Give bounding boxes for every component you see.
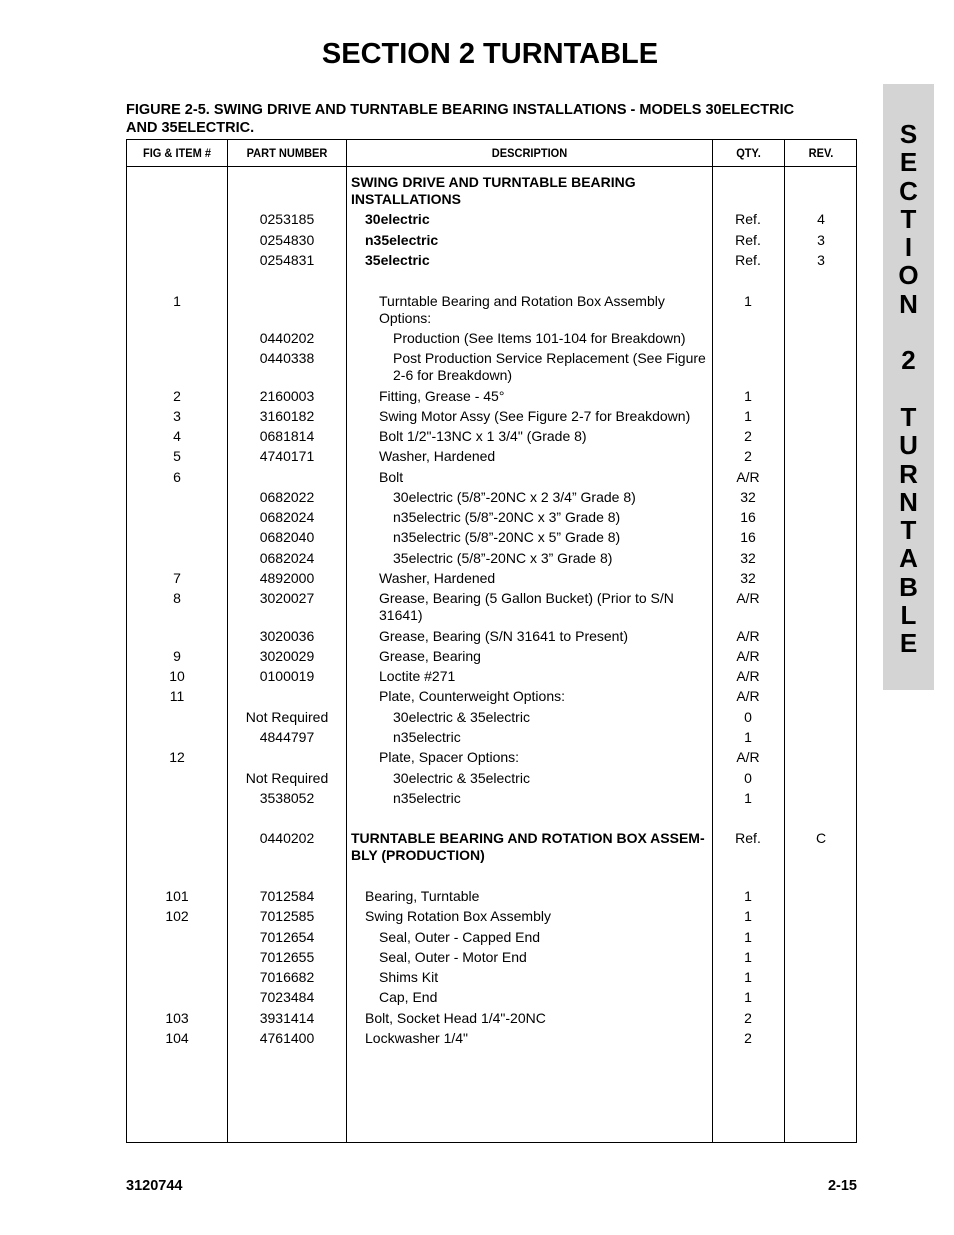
cell-fig-item: 6 bbox=[173, 469, 181, 485]
side-tab-letter: I bbox=[904, 232, 913, 263]
cell-rev: C bbox=[815, 830, 827, 846]
cell-fig-item: 9 bbox=[173, 648, 181, 664]
cell-qty: 1 bbox=[744, 388, 752, 404]
cell-description: Swing Rotation Box Assembly bbox=[365, 908, 551, 924]
cell-fig-item: 101 bbox=[165, 888, 189, 904]
cell-rev: 4 bbox=[817, 211, 825, 227]
cell-qty: Ref. bbox=[735, 232, 761, 248]
cell-qty: 32 bbox=[740, 550, 756, 566]
side-tab-gap bbox=[883, 318, 934, 346]
side-tab-letter: E bbox=[899, 628, 918, 659]
cell-description: 35electric (5/8”-20NC x 3” Grade 8) bbox=[393, 550, 613, 566]
cell-description: Washer, Hardened bbox=[379, 570, 496, 586]
cell-description: BLY (PRODUCTION) bbox=[351, 847, 485, 863]
cell-part-number: 3931414 bbox=[259, 1010, 315, 1026]
cell-fig-item: 102 bbox=[165, 908, 189, 924]
cell-description: 2-6 for Breakdown) bbox=[393, 367, 513, 383]
cell-qty: 1 bbox=[744, 293, 752, 309]
cell-part-number: 3020027 bbox=[259, 590, 315, 606]
cell-part-number: 0682040 bbox=[259, 529, 315, 545]
side-tab-letter: 2 bbox=[901, 345, 916, 376]
side-tab-letter: B bbox=[899, 571, 918, 602]
header-fig-item: FIG & ITEM # bbox=[142, 146, 212, 160]
cell-description: Options: bbox=[379, 310, 432, 326]
cell-qty: A/R bbox=[736, 628, 760, 644]
cell-description: Turntable Bearing and Rotation Box Assembly bbox=[379, 293, 665, 309]
side-tab-letter: T bbox=[900, 401, 917, 432]
cell-qty: A/R bbox=[736, 590, 760, 606]
cell-description: n35electric bbox=[365, 232, 439, 248]
cell-qty: A/R bbox=[736, 469, 760, 485]
cell-part-number: 0681814 bbox=[259, 428, 315, 444]
cell-description: Loctite #271 bbox=[379, 668, 456, 684]
cell-description: 30electric & 35electric bbox=[393, 770, 530, 786]
cell-fig-item: 10 bbox=[169, 668, 185, 684]
side-tab-letter: L bbox=[900, 600, 917, 631]
cell-rev: 3 bbox=[817, 252, 825, 268]
side-tab-letter: T bbox=[900, 203, 917, 234]
cell-qty: 2 bbox=[744, 1030, 752, 1046]
cell-description: Post Production Service Replacement (See Figure bbox=[393, 350, 706, 366]
column-divider bbox=[784, 140, 785, 1142]
cell-description: Grease, Bearing bbox=[379, 648, 481, 664]
cell-fig-item: 4 bbox=[173, 428, 181, 444]
cell-part-number: 0682024 bbox=[259, 550, 315, 566]
cell-description: SWING DRIVE AND TURNTABLE BEARING bbox=[351, 174, 636, 190]
cell-description: n35electric bbox=[393, 790, 461, 806]
cell-part-number: 0682024 bbox=[259, 509, 315, 525]
cell-part-number: 3160182 bbox=[259, 408, 315, 424]
cell-qty: Ref. bbox=[735, 211, 761, 227]
cell-qty: A/R bbox=[736, 648, 760, 664]
side-tab-letter: N bbox=[899, 288, 918, 319]
cell-qty: 1 bbox=[744, 729, 752, 745]
cell-qty: 32 bbox=[740, 570, 756, 586]
cell-qty: A/R bbox=[736, 688, 760, 704]
cell-fig-item: 5 bbox=[173, 448, 181, 464]
cell-description: Lockwasher 1/4" bbox=[365, 1030, 469, 1046]
cell-part-number: 4892000 bbox=[259, 570, 315, 586]
header-divider bbox=[127, 166, 856, 167]
cell-part-number: 0682022 bbox=[259, 489, 315, 505]
cell-description: Seal, Outer - Motor End bbox=[379, 949, 527, 965]
cell-qty: 2 bbox=[744, 448, 752, 464]
header-part-number: PART NUMBER bbox=[246, 146, 328, 160]
cell-description: Fitting, Grease - 45° bbox=[379, 388, 505, 404]
cell-part-number: 3020036 bbox=[259, 628, 315, 644]
cell-fig-item: 7 bbox=[173, 570, 181, 586]
cell-qty: A/R bbox=[736, 749, 760, 765]
cell-description: n35electric bbox=[393, 729, 461, 745]
cell-part-number: 2160003 bbox=[259, 388, 315, 404]
cell-part-number: 7012584 bbox=[259, 888, 315, 904]
cell-part-number: 7016682 bbox=[259, 969, 315, 985]
cell-description: Grease, Bearing (S/N 31641 to Present) bbox=[379, 628, 629, 644]
cell-part-number: 7012654 bbox=[259, 929, 315, 945]
cell-part-number: 7012585 bbox=[259, 908, 315, 924]
cell-description: 30electric (5/8”-20NC x 2 3/4” Grade 8) bbox=[393, 489, 636, 505]
cell-part-number: 7023484 bbox=[259, 989, 315, 1005]
cell-part-number: 3538052 bbox=[259, 790, 315, 806]
cell-qty: 32 bbox=[740, 489, 756, 505]
document-number: 3120744 bbox=[126, 1178, 183, 1194]
cell-qty: 1 bbox=[744, 888, 752, 904]
cell-fig-item: 12 bbox=[169, 749, 185, 765]
cell-description: Plate, Counterweight Options: bbox=[379, 688, 565, 704]
cell-fig-item: 8 bbox=[173, 590, 181, 606]
cell-qty: 2 bbox=[744, 1010, 752, 1026]
cell-qty: 1 bbox=[744, 989, 752, 1005]
cell-qty: 1 bbox=[744, 408, 752, 424]
header-qty: QTY. bbox=[736, 146, 761, 160]
cell-qty: 1 bbox=[744, 908, 752, 924]
cell-qty: A/R bbox=[736, 668, 760, 684]
side-tab-letter: R bbox=[899, 458, 918, 489]
cell-part-number: 0100019 bbox=[259, 668, 315, 684]
cell-part-number: Not Required bbox=[245, 770, 329, 786]
cell-description: n35electric (5/8”-20NC x 3” Grade 8) bbox=[393, 509, 621, 525]
cell-part-number: 0253185 bbox=[259, 211, 315, 227]
cell-description: Washer, Hardened bbox=[379, 448, 496, 464]
cell-description: Seal, Outer - Capped End bbox=[379, 929, 541, 945]
side-tab-letter: T bbox=[900, 515, 917, 546]
cell-part-number: 4844797 bbox=[259, 729, 315, 745]
cell-fig-item: 1 bbox=[173, 293, 181, 309]
cell-part-number: 3020029 bbox=[259, 648, 315, 664]
cell-description: Bolt 1/2"-13NC x 1 3/4" (Grade 8) bbox=[379, 428, 587, 444]
parts-table bbox=[126, 139, 857, 1143]
figure-title-line-2: AND 35ELECTRIC. bbox=[126, 120, 255, 136]
cell-part-number: 0440202 bbox=[259, 330, 315, 346]
side-tab-letter: N bbox=[899, 486, 918, 517]
cell-qty: 0 bbox=[744, 770, 752, 786]
cell-qty: 0 bbox=[744, 709, 752, 725]
cell-description: 30electric & 35electric bbox=[393, 709, 530, 725]
cell-qty: 16 bbox=[740, 509, 756, 525]
figure-title-line-1: FIGURE 2-5. SWING DRIVE AND TURNTABLE BEARING INSTALLATIONS - MODELS 30ELECTRIC bbox=[126, 102, 795, 118]
cell-rev: 3 bbox=[817, 232, 825, 248]
cell-description: Swing Motor Assy (See Figure 2-7 for Breakdown) bbox=[379, 408, 691, 424]
cell-description: TURNTABLE BEARING AND ROTATION BOX ASSEM- bbox=[351, 830, 705, 846]
cell-part-number: 4740171 bbox=[259, 448, 315, 464]
cell-qty: 1 bbox=[744, 929, 752, 945]
cell-part-number: 7012655 bbox=[259, 949, 315, 965]
cell-description: Plate, Spacer Options: bbox=[379, 749, 520, 765]
side-tab-letter: E bbox=[899, 147, 918, 178]
side-tab-letters bbox=[883, 120, 934, 658]
side-tab-letter: O bbox=[898, 260, 919, 291]
side-tab-letter: A bbox=[899, 543, 918, 574]
cell-qty: 1 bbox=[744, 949, 752, 965]
header-rev: REV. bbox=[808, 146, 834, 160]
section-side-tab bbox=[883, 84, 934, 690]
cell-description: Bolt bbox=[379, 469, 404, 485]
cell-description: INSTALLATIONS bbox=[351, 191, 461, 207]
cell-description: Shims Kit bbox=[379, 969, 439, 985]
cell-qty: 2 bbox=[744, 428, 752, 444]
cell-description: Cap, End bbox=[379, 989, 438, 1005]
cell-description: 31641) bbox=[379, 607, 423, 623]
cell-fig-item: 11 bbox=[169, 688, 185, 704]
side-tab-gap bbox=[883, 375, 934, 403]
cell-part-number: Not Required bbox=[245, 709, 329, 725]
side-tab-letter: C bbox=[899, 175, 918, 206]
cell-part-number: 0254830 bbox=[259, 232, 315, 248]
cell-qty: 1 bbox=[744, 790, 752, 806]
header-description: DESCRIPTION bbox=[491, 146, 568, 160]
cell-description: n35electric (5/8”-20NC x 5” Grade 8) bbox=[393, 529, 621, 545]
cell-part-number: 4761400 bbox=[259, 1030, 315, 1046]
cell-part-number: 0440338 bbox=[259, 350, 315, 366]
cell-fig-item: 2 bbox=[173, 388, 181, 404]
cell-description: Production (See Items 101-104 for Breakdown) bbox=[393, 330, 686, 346]
cell-part-number: 0440202 bbox=[259, 830, 315, 846]
cell-description: Bearing, Turntable bbox=[365, 888, 480, 904]
cell-qty: Ref. bbox=[735, 252, 761, 268]
cell-description: 30electric bbox=[365, 211, 430, 227]
cell-qty: 1 bbox=[744, 969, 752, 985]
cell-fig-item: 103 bbox=[165, 1010, 189, 1026]
page-number: 2-15 bbox=[827, 1178, 857, 1194]
figure-title bbox=[126, 101, 866, 137]
cell-description: 35electric bbox=[365, 252, 430, 268]
cell-qty: 16 bbox=[740, 529, 756, 545]
side-tab-letter: U bbox=[899, 430, 918, 461]
cell-fig-item: 3 bbox=[173, 408, 181, 424]
cell-fig-item: 104 bbox=[165, 1030, 189, 1046]
side-tab-letter: S bbox=[899, 119, 918, 149]
section-title: SECTION 2 TURNTABLE bbox=[321, 38, 659, 70]
cell-description: Bolt, Socket Head 1/4"-20NC bbox=[365, 1010, 546, 1026]
cell-description: Grease, Bearing (5 Gallon Bucket) (Prior to S/N bbox=[379, 590, 674, 606]
cell-part-number: 0254831 bbox=[259, 252, 315, 268]
cell-qty: Ref. bbox=[735, 830, 761, 846]
